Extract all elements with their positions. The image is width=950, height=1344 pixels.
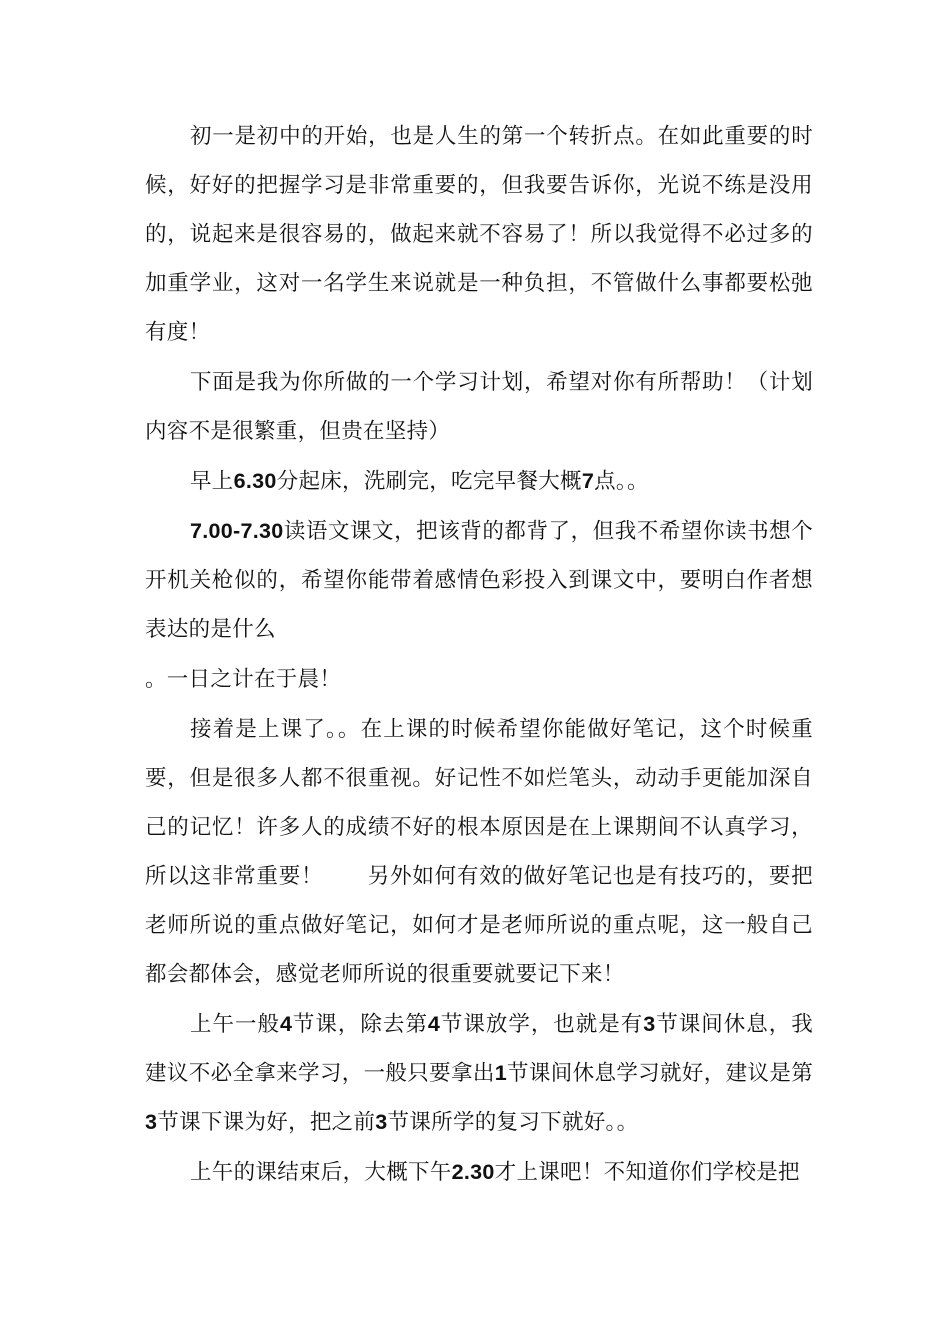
paragraph-morning-reading: 7.00-7.30读语文课文，把该背的都背了，但我不希望你读书想个开机关枪似的，希望你能带着感情色彩投入到课文中，要明白作者想表达的是什么: [145, 519, 813, 642]
number-run: 3: [375, 1110, 388, 1134]
paragraph-morning-wakeup: 早上6.30分起床，洗刷完，吃完早餐大概7点。。: [190, 469, 649, 494]
number-run: 7.00-7.30: [190, 519, 284, 543]
number-run: 3: [145, 1110, 158, 1134]
number-run: 3: [643, 1012, 656, 1036]
number-run: 2.30: [451, 1160, 495, 1184]
number-run: 1: [494, 1061, 507, 1085]
number-run: 4: [279, 1012, 293, 1036]
number-run: 6.30: [233, 469, 277, 493]
document-body: [145, 112, 813, 1197]
paragraph-morning-classes: 上午一般4节课，除去第4节课放学，也就是有3节课间休息，我建议不必全拿来学习，一般只要拿出1节课间休息学习就好，建议是第3节课下课为好，把之前3节课所学的复习下就好。。: [145, 1012, 813, 1135]
number-run: 4: [427, 1012, 441, 1036]
paragraph-plan-intro: 下面是我为你所做的一个学习计划，希望对你有所帮助！（计划内容不是很繁重，但贵在坚持）: [145, 370, 813, 444]
paragraph-intro: 初一是初中的开始，也是人生的第一个转折点。在如此重要的时候，好好的把握学习是非常重要的，但我要告诉你，光说不练是没用的，说起来是很容易的，做起来就不容易了！所以我觉得不必过多的加重学业，这对一名学生来说就是一种负担，不管做什么事都要松弛有度！: [145, 124, 813, 345]
paragraph-morning-motto: 。一日之计在于晨！: [145, 667, 342, 692]
number-run: 7: [581, 469, 595, 493]
paragraph-afternoon: 上午的课结束后，大概下午2.30才上课吧！不知道你们学校是把: [190, 1160, 800, 1185]
paragraph-class-notes: 接着是上课了。。在上课的时候希望你能做好笔记，这个时候重要，但是很多人都不很重视。好记性不如烂笔头，动动手更能加深自己的记忆！许多人的成绩不好的根本原因是在上课期间不认真学习，所以这非常重要！ 另外如何有效的做好笔记也是有技巧的，要把老师所说的重点做好笔记，如何才是老师所说的重点呢，这一般自己都会都体会，感觉老师所说的很重要就要记下来！: [145, 717, 813, 987]
